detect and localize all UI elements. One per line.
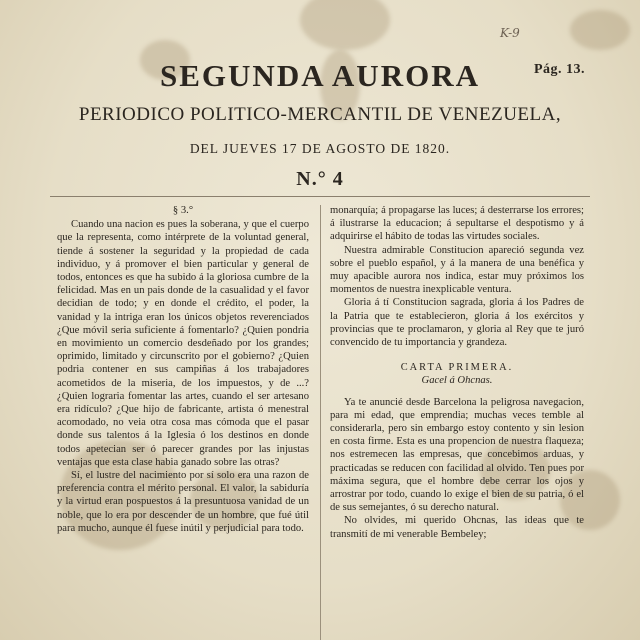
left-column (57, 204, 309, 535)
masthead-subtitle: PERIODICO POLITICO-MERCANTIL DE VENEZUELA, (78, 104, 562, 125)
column-divider (320, 205, 321, 640)
paragraph: Nuestra admirable Constitucion apareció segunda vez sobre el pueblo español, y á la manera de una benéfica y muy apacible aurora nos indica, estar muy próximos los momentos de nuestra inexplicable ventura. (330, 244, 584, 296)
water-stain (570, 10, 630, 50)
letter-subheading: Gacel á Ohcnas. (421, 375, 493, 387)
page-number: Pág. 13. (534, 62, 586, 77)
header-divider (50, 196, 590, 197)
paragraph: Ya te anuncié desde Barcelona la peligrosa navegacion, para mi edad, que emprendia; muchas veces temble al considerarla, pero sin embargo estoy contento y sin lesion en costa firme. Esta es una propencion de nuestra flaqueza; nos estremecen las empresas, que concebimos arduas, y practicadas se reducen con facilidad al olvido. Ten pues por máxima segura, que el hombre debe cerrar los ojos y arrostrar por todo, cuando lo exige el bien de su patria, ó el de sus semejantes, ó su derecho natural. (330, 396, 584, 514)
issue-date: DEL JUEVES 17 DE AGOSTO DE 1820. (189, 141, 451, 156)
paragraph: Cuando una nacion es pues la soberana, y que el cuerpo que la representa, como intérprete de la voluntad general, tiende á sostener la seguridad y la propiedad de cada individuo, y á promover el bien particular y general de todos, entonces es que ha subido á la gloriosa cumbre de la felicidad. Mas en un pais donde de la casualidad y el favor decidian de todo; y en donde el crédito, el poder, la vanidad y la intriga eran los únicos objetos reverenciados ¿Que móvil seria suficiente á fomentarlo? ¿Quien pondria en movimiento un comercio desdeñado por los grandes; oprimido, limitado y circunscrito por el gobierno? ¿Quien podria contener en sus campiñas á los trabajadores acometidos de la miseria, de los impuestos, y de ...? ¿Quien lograria fomentar las artes, cuando el ser artesano era ridículo? ¿Que hijo de fabricante, artista ó menestral acomodado, no veia otra cosa mas cómoda que el pasar donde sus talentos á la Iglesia ó los destinos en donde todos apetecian ser ó parecer grandes por las injustas ventajas que esta clase habia ganado sobre las otras? (57, 219, 309, 468)
letter-heading: CARTA PRIMERA. (400, 362, 514, 374)
paragraph: Sí, el lustre del nacimiento por sí solo era una razon de preferencia contra el mérito personal. El valor, la sabiduría y la virtud eran pospuestos á la presuntuosa vanidad de un noble, que lo era por descender de un hombre, que fué útil para mucho, aunque él fuese inútil y perjudicial para todo. (57, 470, 309, 534)
section-mark: § 3.° (172, 205, 194, 216)
issue-number: N.° 4 (296, 168, 344, 190)
paragraph: No olvides, mi querido Ohcnas, las ideas que te transmití de mi venerable Bembeley; (330, 515, 584, 540)
water-stain (300, 0, 390, 50)
masthead-title: SEGUNDA AURORA (160, 58, 480, 93)
paragraph: Gloria á tí Constitucion sagrada, gloria á los Padres de la Patria que te establecieron, gloria á los exércitos y provincias que te proclamaron, y gloria al Rey que te juró convencido de tu importancia y grandeza. (330, 297, 584, 349)
margin-note: K-9 (500, 26, 520, 40)
right-column (330, 204, 584, 541)
paragraph: monarquía; á propagarse las luces; á desterrarse los errores; á ilustrarse la educacion; á sepultarse el despotismo y á adquirirse el hábito de todas las virtudes sociales. (330, 205, 584, 243)
